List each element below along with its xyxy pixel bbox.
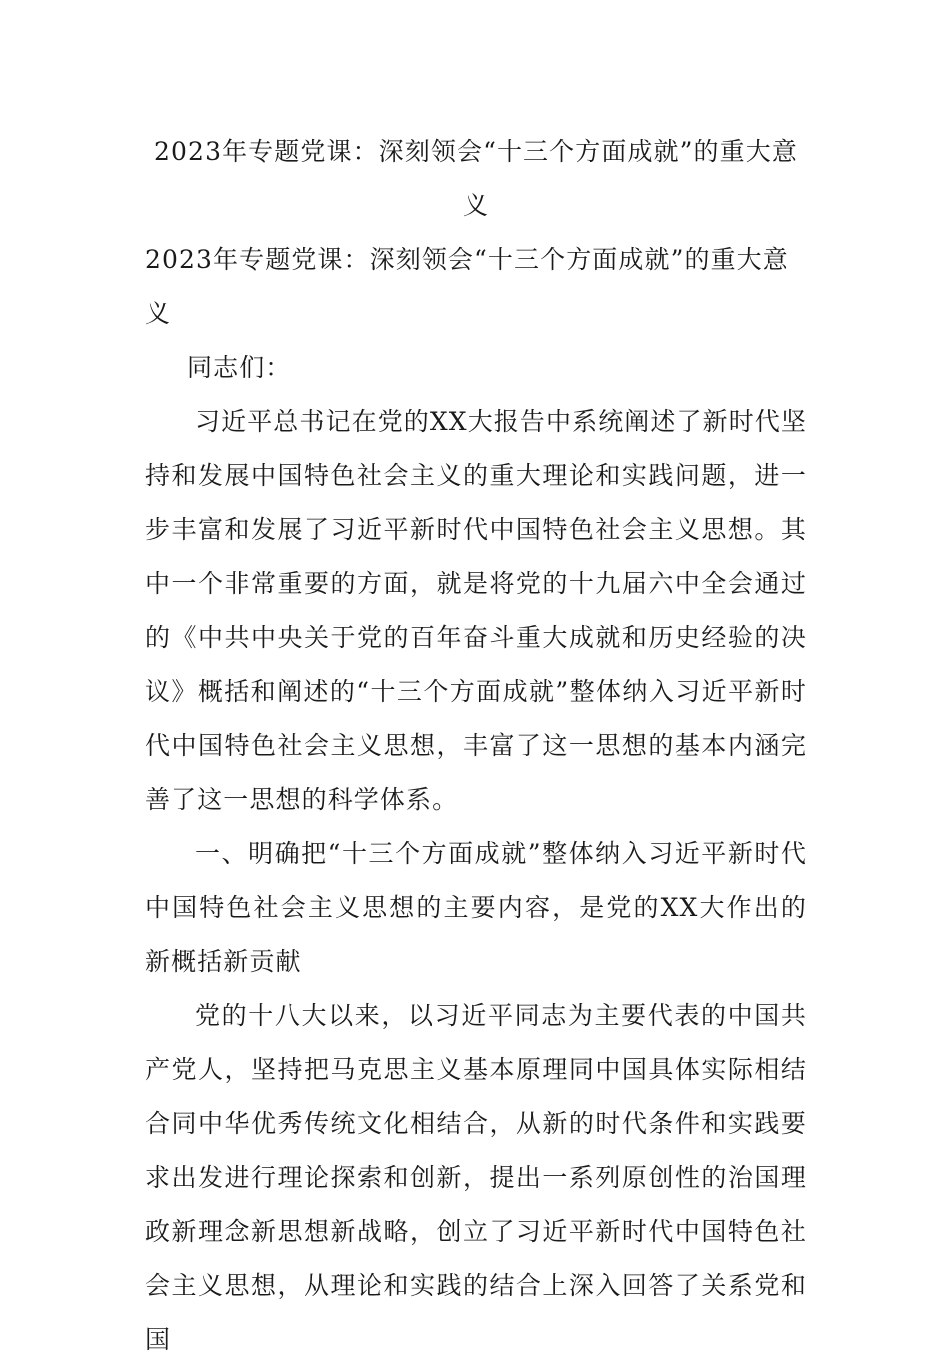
paragraph-body: 党的十八大以来，以习近平同志为主要代表的中国共产党人，坚持把马克思主义基本原理同中国具体实际相结合同中华优秀传统文化相结合，从新的时代条件和实践要求出发进行理论探索和创新，提出一系列原创性的治国理政新理念新思想新战略，创立了习近平新时代中国特色社会主义思想，从理论和实践的结合上深入回答了关系党和国: [145, 1001, 807, 1354]
paragraph-intro: 习近平总书记在党的XX大报告中系统阐述了新时代坚持和发展中国特色社会主义的重大理论和实践问题，进一步丰富和发展了习近平新时代中国特色社会主义思想。其中一个非常重要的方面，就是将党的十九届六中全会通过的《中共中央关于党的百年奋斗重大成就和历史经验的决议》概括和阐述的“十三个方面成就”整体纳入习近平新时代中国特色社会主义思想，丰富了这一思想的基本内涵完善了这一思想的科学体系。: [145, 407, 807, 814]
document-body: [145, 125, 807, 1367]
section-heading-1: 一、明确把“十三个方面成就”整体纳入习近平新时代中国特色社会主义思想的主要内容，是党的XX大作出的新概括新贡献: [145, 839, 807, 976]
document-title-repeat: 2023年专题党课：深刻领会“十三个方面成就”的重大意义: [145, 245, 789, 328]
salutation: 同志们：: [187, 353, 292, 382]
document-title: 2023年专题党课：深刻领会“十三个方面成就”的重大意义: [154, 137, 798, 220]
